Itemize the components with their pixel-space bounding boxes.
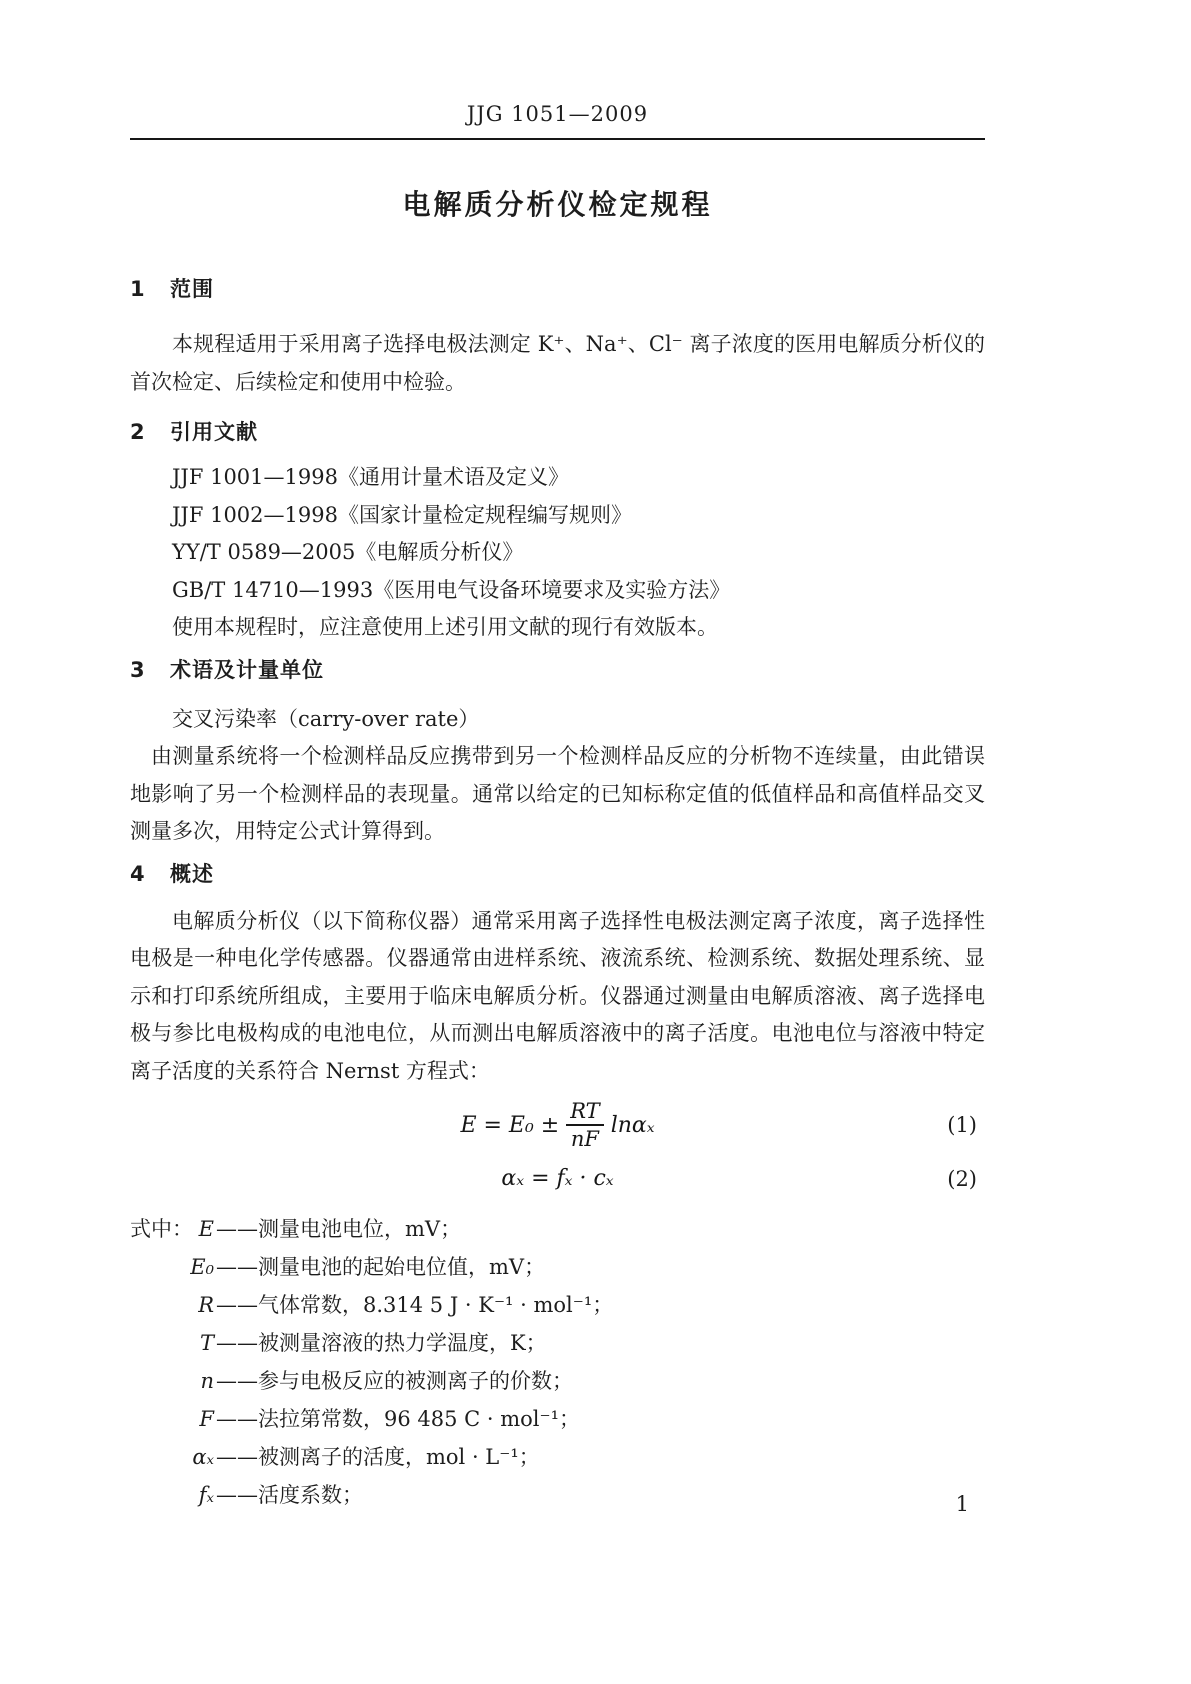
section-4-number: 4: [130, 861, 146, 886]
equation-2-number: (2): [947, 1167, 977, 1191]
header-rule: [130, 138, 985, 140]
definition-text: ——测量电池电位，mV；: [216, 1217, 462, 1241]
section-1-heading: [130, 276, 985, 302]
definition-text: ——被测离子的活度，mol · L⁻¹；: [216, 1445, 540, 1469]
definition-text: ——法拉第常数，96 485 C · mol⁻¹；: [216, 1407, 581, 1431]
where-label-spacer: [130, 1400, 184, 1438]
definition-text: ——活度系数；: [216, 1483, 363, 1507]
section-2-title: 引用文献: [170, 420, 258, 444]
definition-text: ——气体常数，8.314 5 J · K⁻¹ · mol⁻¹；: [216, 1293, 614, 1317]
symbol: αₓ: [192, 1445, 214, 1469]
fraction-denominator: nF: [566, 1124, 604, 1152]
term-definition-paragraph: 由测量系统将一个检测样品反应携带到另一个检测样品反应的分析物不连续量，由此错误地影响了另一个检测样品的表现量。通常以给定的已知标称定值的低值样品和高值样品交叉测量多次，用特定公式计算得到。: [130, 744, 985, 843]
reference-list: [130, 459, 985, 647]
section-4-paragraph: 电解质分析仪（以下简称仪器）通常采用离子选择性电极法测定离子浓度，离子选择性电极是一种电化学传感器。仪器通常由进样系统、液流系统、检测系统、数据处理系统、显示和打印系统所组成，主要用于临床电解质分析。仪器通过测量由电解质溶液、离子选择电极与参比电极构成的电池电位，从而测出电解质溶液中的离子活度。电池电位与溶液中特定离子活度的关系符合 Nernst 方程式：: [130, 908, 985, 1083]
reference-item: YY/T 0589—2005《电解质分析仪》: [172, 540, 524, 564]
reference-item: JJF 1001—1998《通用计量术语及定义》: [172, 465, 569, 489]
definition-text: ——被测量溶液的热力学温度，K；: [216, 1331, 547, 1355]
section-1-paragraph: 本规程适用于采用离子选择电极法测定 K⁺、Na⁺、Cl⁻ 离子浓度的医用电解质分析仪的首次检定、后续检定和使用中检验。: [130, 332, 985, 394]
equation-2-body: αₓ = fₓ · cₓ: [501, 1166, 614, 1191]
symbol: T: [199, 1331, 214, 1355]
section-2-heading: [130, 419, 985, 445]
definition-row: [130, 1362, 985, 1400]
symbol-definition-list: [130, 1210, 985, 1514]
where-label-spacer: [130, 1324, 184, 1362]
term-line: 交叉污染率（carry-over rate）: [172, 706, 480, 731]
equation-1-rhs: lnαₓ: [610, 1112, 655, 1138]
page-number: 1: [955, 1492, 969, 1516]
definition-row: [130, 1476, 985, 1514]
where-label-spacer: [130, 1476, 184, 1514]
definition-row: [130, 1324, 985, 1362]
reference-item: GB/T 14710—1993《医用电气设备环境要求及实验方法》: [172, 577, 731, 602]
definition-row: [130, 1438, 985, 1476]
where-label-spacer: [130, 1362, 184, 1400]
equation-1-lhs: E = E₀ ±: [460, 1112, 560, 1138]
definition-text: ——参与电极反应的被测离子的价数；: [216, 1369, 573, 1393]
symbol: fₓ: [198, 1483, 214, 1507]
activity-equation: [130, 1164, 985, 1194]
section-2-number: 2: [130, 420, 146, 444]
definition-row: [130, 1210, 985, 1248]
reference-item: JJF 1002—1998《国家计量检定规程编写规则》: [172, 502, 632, 527]
equation-1-number: (1): [947, 1113, 977, 1137]
definition-text: ——测量电池的起始电位值，mV；: [216, 1255, 546, 1279]
symbol: E: [198, 1217, 214, 1241]
symbol: F: [199, 1407, 214, 1431]
document-title: 电解质分析仪检定规程: [402, 188, 713, 221]
section-3-number: 3: [130, 657, 146, 682]
section-3-title: 术语及计量单位: [170, 657, 324, 682]
equation-1-fraction: [565, 1098, 604, 1152]
symbol: E₀: [190, 1255, 214, 1279]
symbol: n: [200, 1369, 214, 1393]
where-label: 式中：: [130, 1217, 193, 1241]
nernst-equation: [130, 1098, 985, 1152]
section-1-title: 范围: [170, 277, 214, 301]
header-doc-number: JJG 1051—2009: [466, 102, 649, 126]
section-4-title: 概述: [170, 861, 214, 886]
where-label-spacer: [130, 1248, 184, 1286]
where-label-spacer: [130, 1438, 184, 1476]
where-label-spacer: [130, 1286, 184, 1324]
reference-note: 使用本规程时，应注意使用上述引用文献的现行有效版本。: [172, 615, 718, 639]
section-3-heading: [130, 657, 985, 683]
definition-row: [130, 1400, 985, 1438]
symbol: R: [198, 1293, 214, 1317]
section-4-heading: [130, 861, 985, 887]
section-1-number: 1: [130, 277, 146, 301]
definition-row: [130, 1286, 985, 1324]
definition-row: [130, 1248, 985, 1286]
fraction-numerator: RT: [570, 1099, 600, 1123]
